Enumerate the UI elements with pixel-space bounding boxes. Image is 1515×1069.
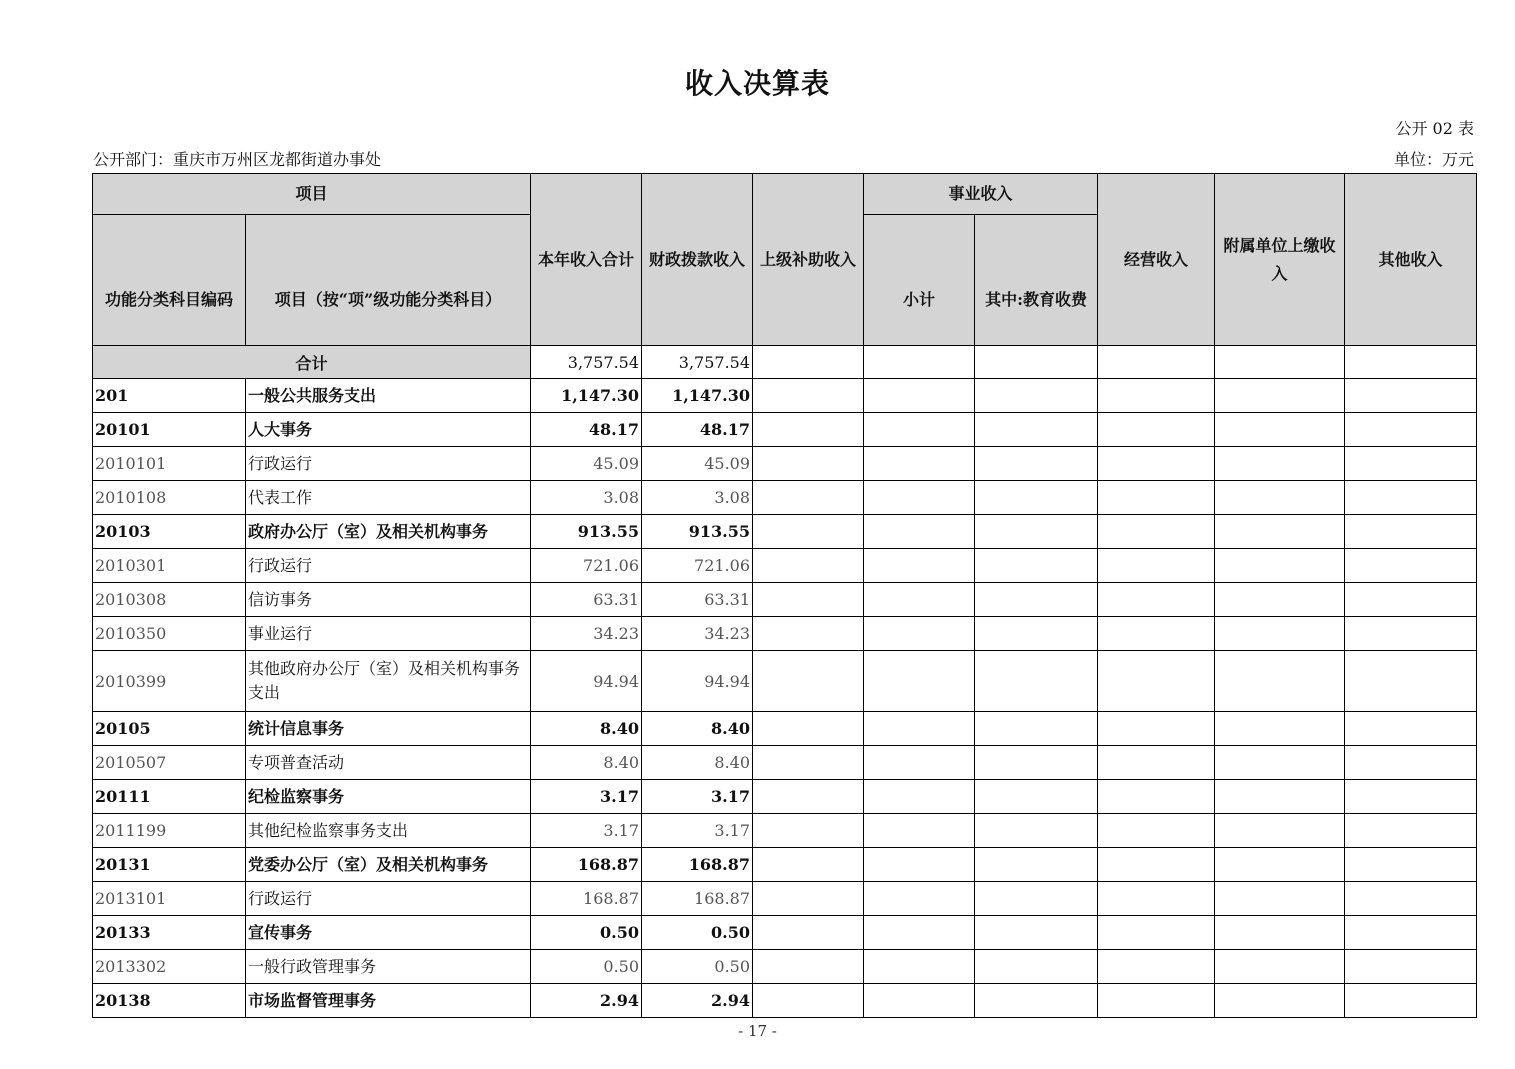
empty-cell <box>975 916 1098 950</box>
empty-cell <box>864 617 975 651</box>
empty-cell <box>864 447 975 481</box>
header-item: 项目 <box>93 174 531 215</box>
table-row <box>93 549 1477 583</box>
empty-cell <box>1345 950 1477 984</box>
empty-cell <box>864 651 975 712</box>
empty-cell <box>1345 746 1477 780</box>
empty-cell <box>753 950 864 984</box>
table-row <box>93 814 1477 848</box>
table-row <box>93 413 1477 447</box>
header-superior-subsidy: 上级补助收入 <box>753 174 864 346</box>
table-row <box>93 950 1477 984</box>
empty-cell <box>975 712 1098 746</box>
empty-cell <box>864 379 975 413</box>
row-code: 2010301 <box>93 549 246 583</box>
empty-cell <box>1098 814 1215 848</box>
row-code: 20138 <box>93 984 246 1018</box>
row-code: 20133 <box>93 916 246 950</box>
total-row <box>93 346 1477 379</box>
empty-cell <box>1345 814 1477 848</box>
income-table <box>92 173 1477 1018</box>
empty-cell <box>975 413 1098 447</box>
table-row <box>93 746 1477 780</box>
header-operating-income: 经营收入 <box>1098 174 1215 346</box>
empty-cell <box>753 481 864 515</box>
row-name: 一般公共服务支出 <box>246 379 531 413</box>
row-code: 2013302 <box>93 950 246 984</box>
table-row <box>93 848 1477 882</box>
row-fiscal: 721.06 <box>642 549 753 583</box>
empty-cell <box>975 549 1098 583</box>
row-total-income: 168.87 <box>531 848 642 882</box>
empty-cell <box>1215 746 1345 780</box>
row-fiscal: 3.17 <box>642 780 753 814</box>
empty-cell <box>975 950 1098 984</box>
row-total-income: 913.55 <box>531 515 642 549</box>
header-total-income: 本年收入合计 <box>531 174 642 346</box>
empty-cell <box>1215 481 1345 515</box>
empty-cell <box>1215 882 1345 916</box>
empty-cell <box>753 617 864 651</box>
row-fiscal: 48.17 <box>642 413 753 447</box>
row-name: 信访事务 <box>246 583 531 617</box>
row-code: 2010350 <box>93 617 246 651</box>
row-code: 2010108 <box>93 481 246 515</box>
empty-cell <box>1345 984 1477 1018</box>
empty-cell <box>753 447 864 481</box>
empty-cell <box>1215 379 1345 413</box>
empty-cell <box>975 379 1098 413</box>
empty-cell <box>753 651 864 712</box>
table-row <box>93 916 1477 950</box>
table-row <box>93 617 1477 651</box>
table-number: 公开 02 表 <box>1395 119 1474 138</box>
table-row <box>93 780 1477 814</box>
row-name: 事业运行 <box>246 617 531 651</box>
total-income-cell: 3,757.54 <box>531 346 642 379</box>
row-code: 20131 <box>93 848 246 882</box>
row-fiscal: 34.23 <box>642 617 753 651</box>
empty-cell <box>1215 984 1345 1018</box>
row-name: 行政运行 <box>246 447 531 481</box>
empty-cell <box>1215 515 1345 549</box>
row-fiscal: 1,147.30 <box>642 379 753 413</box>
empty-cell <box>1098 583 1215 617</box>
empty-cell <box>1215 950 1345 984</box>
row-total-income: 48.17 <box>531 413 642 447</box>
empty-cell <box>753 379 864 413</box>
row-total-income: 45.09 <box>531 447 642 481</box>
empty-cell <box>1098 746 1215 780</box>
row-code: 2010101 <box>93 447 246 481</box>
empty-cell <box>753 515 864 549</box>
empty-cell <box>864 481 975 515</box>
row-fiscal: 913.55 <box>642 515 753 549</box>
empty-cell <box>975 780 1098 814</box>
empty-cell <box>1345 882 1477 916</box>
empty-cell <box>1098 780 1215 814</box>
header-business-income: 事业收入 <box>864 174 1098 215</box>
empty-cell <box>1098 916 1215 950</box>
empty-cell <box>1345 712 1477 746</box>
empty-cell <box>1215 549 1345 583</box>
empty-cell <box>975 447 1098 481</box>
empty-cell <box>1215 413 1345 447</box>
row-code: 201 <box>93 379 246 413</box>
empty-cell <box>1345 379 1477 413</box>
empty-cell <box>1098 413 1215 447</box>
empty-cell <box>753 814 864 848</box>
empty-cell <box>1345 583 1477 617</box>
empty-cell <box>975 984 1098 1018</box>
empty-cell <box>1215 814 1345 848</box>
header-other-income: 其他收入 <box>1345 174 1477 346</box>
table-row <box>93 984 1477 1018</box>
row-code: 20103 <box>93 515 246 549</box>
row-name: 统计信息事务 <box>246 712 531 746</box>
empty-cell <box>753 746 864 780</box>
row-fiscal: 8.40 <box>642 746 753 780</box>
row-code: 2010399 <box>93 651 246 712</box>
empty-cell <box>864 746 975 780</box>
empty-cell <box>975 481 1098 515</box>
row-total-income: 34.23 <box>531 617 642 651</box>
table-row <box>93 481 1477 515</box>
row-fiscal: 168.87 <box>642 848 753 882</box>
empty-cell <box>864 916 975 950</box>
row-total-income: 1,147.30 <box>531 379 642 413</box>
row-total-income: 0.50 <box>531 950 642 984</box>
header-subtotal: 小计 <box>864 215 975 346</box>
empty-cell <box>975 515 1098 549</box>
empty-cell <box>1215 848 1345 882</box>
row-fiscal: 63.31 <box>642 583 753 617</box>
empty-cell <box>1345 617 1477 651</box>
row-name: 代表工作 <box>246 481 531 515</box>
empty-cell <box>1345 780 1477 814</box>
empty-cell <box>1098 617 1215 651</box>
header-affiliated-income: 附属单位上缴收入 <box>1215 174 1345 346</box>
empty-cell <box>753 848 864 882</box>
row-name: 人大事务 <box>246 413 531 447</box>
row-name: 专项普查活动 <box>246 746 531 780</box>
row-code: 2010507 <box>93 746 246 780</box>
row-fiscal: 8.40 <box>642 712 753 746</box>
table-row <box>93 583 1477 617</box>
empty-cell <box>975 882 1098 916</box>
row-fiscal: 3.08 <box>642 481 753 515</box>
total-label: 合计 <box>93 346 531 379</box>
table-row <box>93 447 1477 481</box>
row-fiscal: 0.50 <box>642 916 753 950</box>
row-name: 其他政府办公厅（室）及相关机构事务支出 <box>246 651 531 712</box>
row-name: 行政运行 <box>246 549 531 583</box>
row-name: 一般行政管理事务 <box>246 950 531 984</box>
empty-cell <box>1098 447 1215 481</box>
row-fiscal: 45.09 <box>642 447 753 481</box>
empty-cell <box>864 984 975 1018</box>
empty-cell <box>864 780 975 814</box>
empty-cell <box>975 583 1098 617</box>
row-fiscal: 3.17 <box>642 814 753 848</box>
row-total-income: 3.17 <box>531 780 642 814</box>
row-code: 2010308 <box>93 583 246 617</box>
empty-cell <box>1215 447 1345 481</box>
empty-cell <box>1345 651 1477 712</box>
empty-cell <box>1345 413 1477 447</box>
row-code: 20105 <box>93 712 246 746</box>
empty-cell <box>864 950 975 984</box>
row-total-income: 63.31 <box>531 583 642 617</box>
empty-cell <box>753 984 864 1018</box>
empty-cell <box>753 583 864 617</box>
empty-cell <box>1098 848 1215 882</box>
empty-cell <box>753 916 864 950</box>
department-label: 公开部门：重庆市万州区龙都街道办事处 <box>93 150 382 169</box>
row-name: 市场监督管理事务 <box>246 984 531 1018</box>
row-total-income: 94.94 <box>531 651 642 712</box>
row-code: 20111 <box>93 780 246 814</box>
row-total-income: 721.06 <box>531 549 642 583</box>
empty-cell <box>864 848 975 882</box>
header-fiscal: 财政拨款收入 <box>642 174 753 346</box>
empty-cell <box>1215 617 1345 651</box>
table-row <box>93 712 1477 746</box>
empty-cell <box>1345 848 1477 882</box>
empty-cell <box>864 413 975 447</box>
empty-cell <box>864 712 975 746</box>
row-name: 纪检监察事务 <box>246 780 531 814</box>
empty-cell <box>753 882 864 916</box>
empty-cell <box>1098 882 1215 916</box>
unit-label: 单位：万元 <box>1393 150 1474 169</box>
table-row <box>93 515 1477 549</box>
empty-cell <box>975 848 1098 882</box>
row-fiscal: 0.50 <box>642 950 753 984</box>
empty-cell <box>1215 916 1345 950</box>
row-total-income: 0.50 <box>531 916 642 950</box>
empty-cell <box>1098 712 1215 746</box>
row-fiscal: 94.94 <box>642 651 753 712</box>
empty-cell <box>975 617 1098 651</box>
row-total-income: 8.40 <box>531 712 642 746</box>
empty-cell <box>753 549 864 583</box>
row-total-income: 8.40 <box>531 746 642 780</box>
header-education-fee: 其中:教育收费 <box>975 215 1098 346</box>
empty-cell <box>1345 549 1477 583</box>
empty-cell <box>1098 549 1215 583</box>
empty-cell <box>753 780 864 814</box>
row-code: 2013101 <box>93 882 246 916</box>
row-total-income: 3.17 <box>531 814 642 848</box>
empty-cell <box>975 746 1098 780</box>
empty-cell <box>1098 481 1215 515</box>
empty-cell <box>864 549 975 583</box>
empty-cell <box>1098 984 1215 1018</box>
row-name: 政府办公厅（室）及相关机构事务 <box>246 515 531 549</box>
empty-cell <box>975 651 1098 712</box>
empty-cell <box>1098 950 1215 984</box>
empty-cell <box>1215 651 1345 712</box>
empty-cell <box>1215 583 1345 617</box>
table-row <box>93 882 1477 916</box>
row-name: 党委办公厅（室）及相关机构事务 <box>246 848 531 882</box>
header-func-code: 功能分类科目编码 <box>93 215 246 346</box>
page-title: 收入决算表 <box>684 67 830 100</box>
row-code: 2011199 <box>93 814 246 848</box>
row-fiscal: 168.87 <box>642 882 753 916</box>
empty-cell <box>864 515 975 549</box>
empty-cell <box>975 814 1098 848</box>
row-total-income: 3.08 <box>531 481 642 515</box>
row-total-income: 2.94 <box>531 984 642 1018</box>
empty-cell <box>1345 515 1477 549</box>
empty-cell <box>864 583 975 617</box>
empty-cell <box>1098 651 1215 712</box>
row-name: 宣传事务 <box>246 916 531 950</box>
row-fiscal: 2.94 <box>642 984 753 1018</box>
empty-cell <box>1345 447 1477 481</box>
empty-cell <box>1215 780 1345 814</box>
page-number: - 17 - <box>738 1022 777 1040</box>
empty-cell <box>1345 916 1477 950</box>
empty-cell <box>1098 515 1215 549</box>
table-row <box>93 651 1477 712</box>
empty-cell <box>753 413 864 447</box>
empty-cell <box>1215 712 1345 746</box>
row-code: 20101 <box>93 413 246 447</box>
header-item-name: 项目（按“项”级功能分类科目） <box>246 215 531 346</box>
table-row <box>93 379 1477 413</box>
empty-cell <box>1345 481 1477 515</box>
row-name: 其他纪检监察事务支出 <box>246 814 531 848</box>
empty-cell <box>864 882 975 916</box>
row-name: 行政运行 <box>246 882 531 916</box>
empty-cell <box>1098 379 1215 413</box>
total-fiscal-cell: 3,757.54 <box>642 346 753 379</box>
row-total-income: 168.87 <box>531 882 642 916</box>
empty-cell <box>864 814 975 848</box>
empty-cell <box>753 712 864 746</box>
